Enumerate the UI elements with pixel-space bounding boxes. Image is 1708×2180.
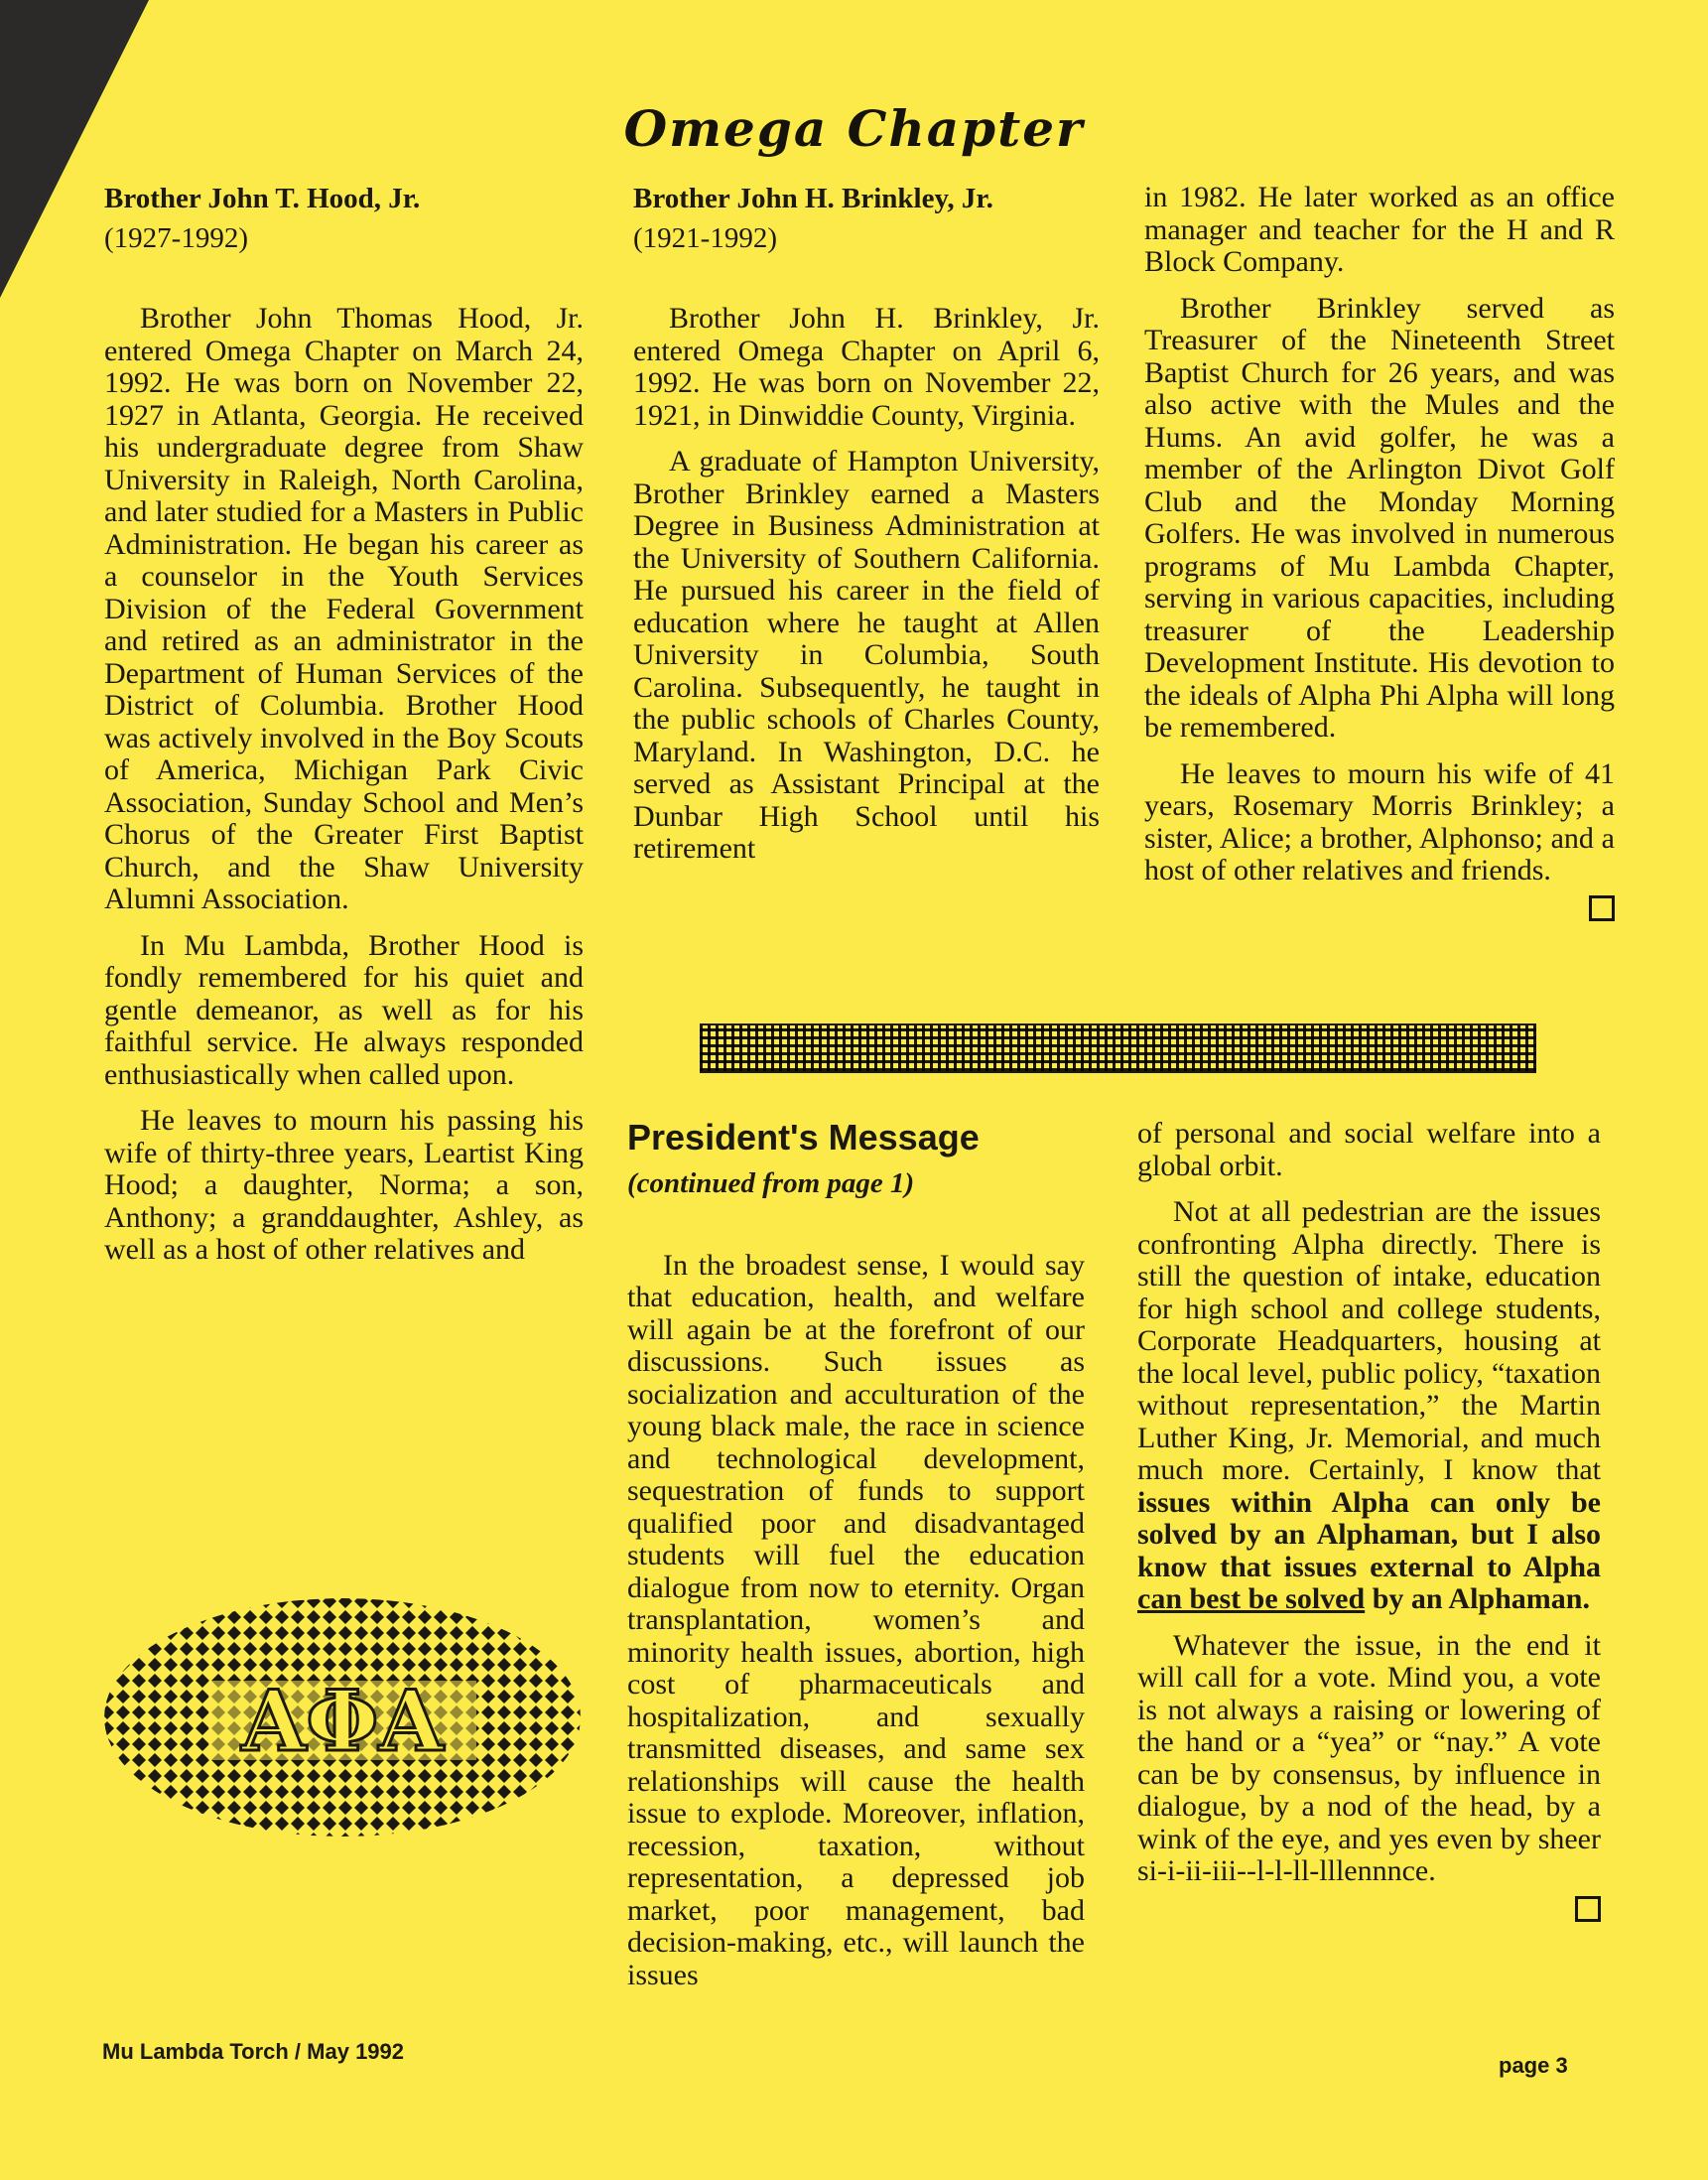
president-paragraph-2: of personal and social welfare into a global orbit. (1137, 1117, 1601, 1182)
brinkley-paragraph-2: A graduate of Hampton University, Brother Brinkley earned a Masters Degree in Business Administration at the University of Southern California. He pursued his career in the field of education where he taught at Allen University in Columbia, South Carolina. Subsequently, he taught in the public schools of Charles County, Maryland. In Washington, D.C. he served as Assistant Principal at the Dunbar High School until his retirement (633, 445, 1100, 865)
footer-publication: Mu Lambda Torch / May 1992 (102, 2039, 405, 2064)
end-mark-icon (1575, 1896, 1601, 1922)
brinkley-paragraph-4: Brother Brinkley served as Treasurer of the Nineteenth Street Baptist Church for 26 years, and was also active with the Mules and the Hums. An avid golfer, he was a member of the Arlington Divot Golf Club and the Monday Morning Golfers. He was involved in numerous programs of Mu Lambda Chapter, serving in various capacities, including treasurer of the Leadership Development Institute. His devotion to the ideals of Alpha Phi Alpha will long be remembered. (1144, 291, 1615, 744)
hood-paragraph-1: Brother John Thomas Hood, Jr. entered Omega Chapter on March 24, 1992. He was born on November 22, 1927 in Atlanta, Georgia. He received his undergraduate degree from Shaw University in Raleigh, North Carolina, and later studied for a Masters in Public Administration. He began his career as a counselor in the Youth Services Division of the Federal Government and retired as an administrator in the Department of Human Services of the District of Columbia. Brother Hood was actively involved in the Boy Scouts of America, Michigan Park Civic Association, Sunday School and Men’s Chorus of the Greater First Baptist Church, and the Shaw University Alumni Association. (104, 302, 584, 915)
end-mark-icon (1589, 895, 1615, 921)
president-message-continued-column (1137, 1118, 1601, 1922)
brinkley-paragraph-3: in 1982. He later worked as an office manager and teacher for the H and R Block Company. (1144, 181, 1615, 278)
president-paragraph-3-text: Not at all pedestrian are the issues confronting Alpha directly. There is still the question of intake, education for high school and college students, Corporate Headquarters, housing at the local level, public policy, “taxation without representation,” the Martin Luther King, Jr. Memorial, and much much more. Certainly, I know that (1137, 1195, 1601, 1486)
president-paragraph-4: Whatever the issue, in the end it will call for a vote. Mind you, a vote is not always a raising or lowering of the hand or a “yea” or “nay.” A vote can be by consensus, by influence in dialogue, by a nod of the head, by a wink of the eye, and yes even by sheer si-i-ii-iii--l-l-ll-lllennnce. (1137, 1628, 1601, 1887)
footer-page-number: page 3 (1499, 2053, 1568, 2078)
hood-paragraph-3: He leaves to mourn his passing his wife of thirty-three years, Leartist King Hood; a daughter, Norma; a son, Anthony; a granddaughter, Ashley, as well as a host of other relatives and (104, 1104, 584, 1266)
section-title: Omega Chapter (623, 99, 1085, 158)
brinkley-years: (1921-1992) (633, 222, 777, 254)
president-emphasis-a: issues within Alpha can only be solved by an Alphaman, but I also know that issues external to Alpha (1137, 1485, 1601, 1583)
alpha-phi-alpha-logo (99, 1593, 586, 1841)
president-emphasis-underlined: can best be solved (1137, 1582, 1366, 1615)
hood-obituary (104, 182, 584, 1281)
president-emphasis-b: by an Alphaman. (1372, 1582, 1590, 1615)
president-paragraph-1: In the broadest sense, I would say that education, health, and welfare will again be at the forefront of our discussions. Such issues as socialization and acculturation of the young black male, the race in science and technological development, sequestration of funds to support qualified poor and disadvantaged students will fuel the education dialogue from now to eternity. Organ transplantation, women’s and minority health issues, abortion, high cost of pharmaceuticals and hospitalization, and sexually transmitted diseases, and same sex relationships will cause the health issue to explode. Moreover, inflation, recession, taxation, without representation, a depressed job market, poor management, bad decision-making, etc., will launch the issues (627, 1248, 1085, 1991)
hood-paragraph-2: In Mu Lambda, Brother Hood is fondly remembered for his quiet and gentle demeanor, as well as for his faithful service. He always responded enthusiastically when called upon. (104, 928, 584, 1091)
president-paragraph-3 (1137, 1196, 1601, 1616)
brinkley-obituary (633, 182, 1100, 880)
brinkley-name: Brother John H. Brinkley, Jr. (633, 183, 993, 214)
hood-name: Brother John T. Hood, Jr. (104, 183, 421, 214)
decorative-divider (700, 1023, 1536, 1073)
president-message-title: President's Message (627, 1117, 980, 1158)
brinkley-paragraph-5: He leaves to mourn his wife of 41 years, Rosemary Morris Brinkley; a sister, Alice; a brother, Alphonso; and a host of other relatives and friends. (1144, 756, 1615, 886)
hood-years: (1927-1992) (104, 222, 248, 254)
president-message-continued: (continued from page 1) (627, 1167, 915, 1199)
president-message (627, 1118, 1085, 2005)
brinkley-obituary-continued (1144, 182, 1615, 921)
logo-letters: ΑΦΑ (241, 1672, 444, 1770)
brinkley-paragraph-1: Brother John H. Brinkley, Jr. entered Omega Chapter on April 6, 1992. He was born on November 22, 1921, in Dinwiddie County, Virginia. (633, 302, 1100, 432)
